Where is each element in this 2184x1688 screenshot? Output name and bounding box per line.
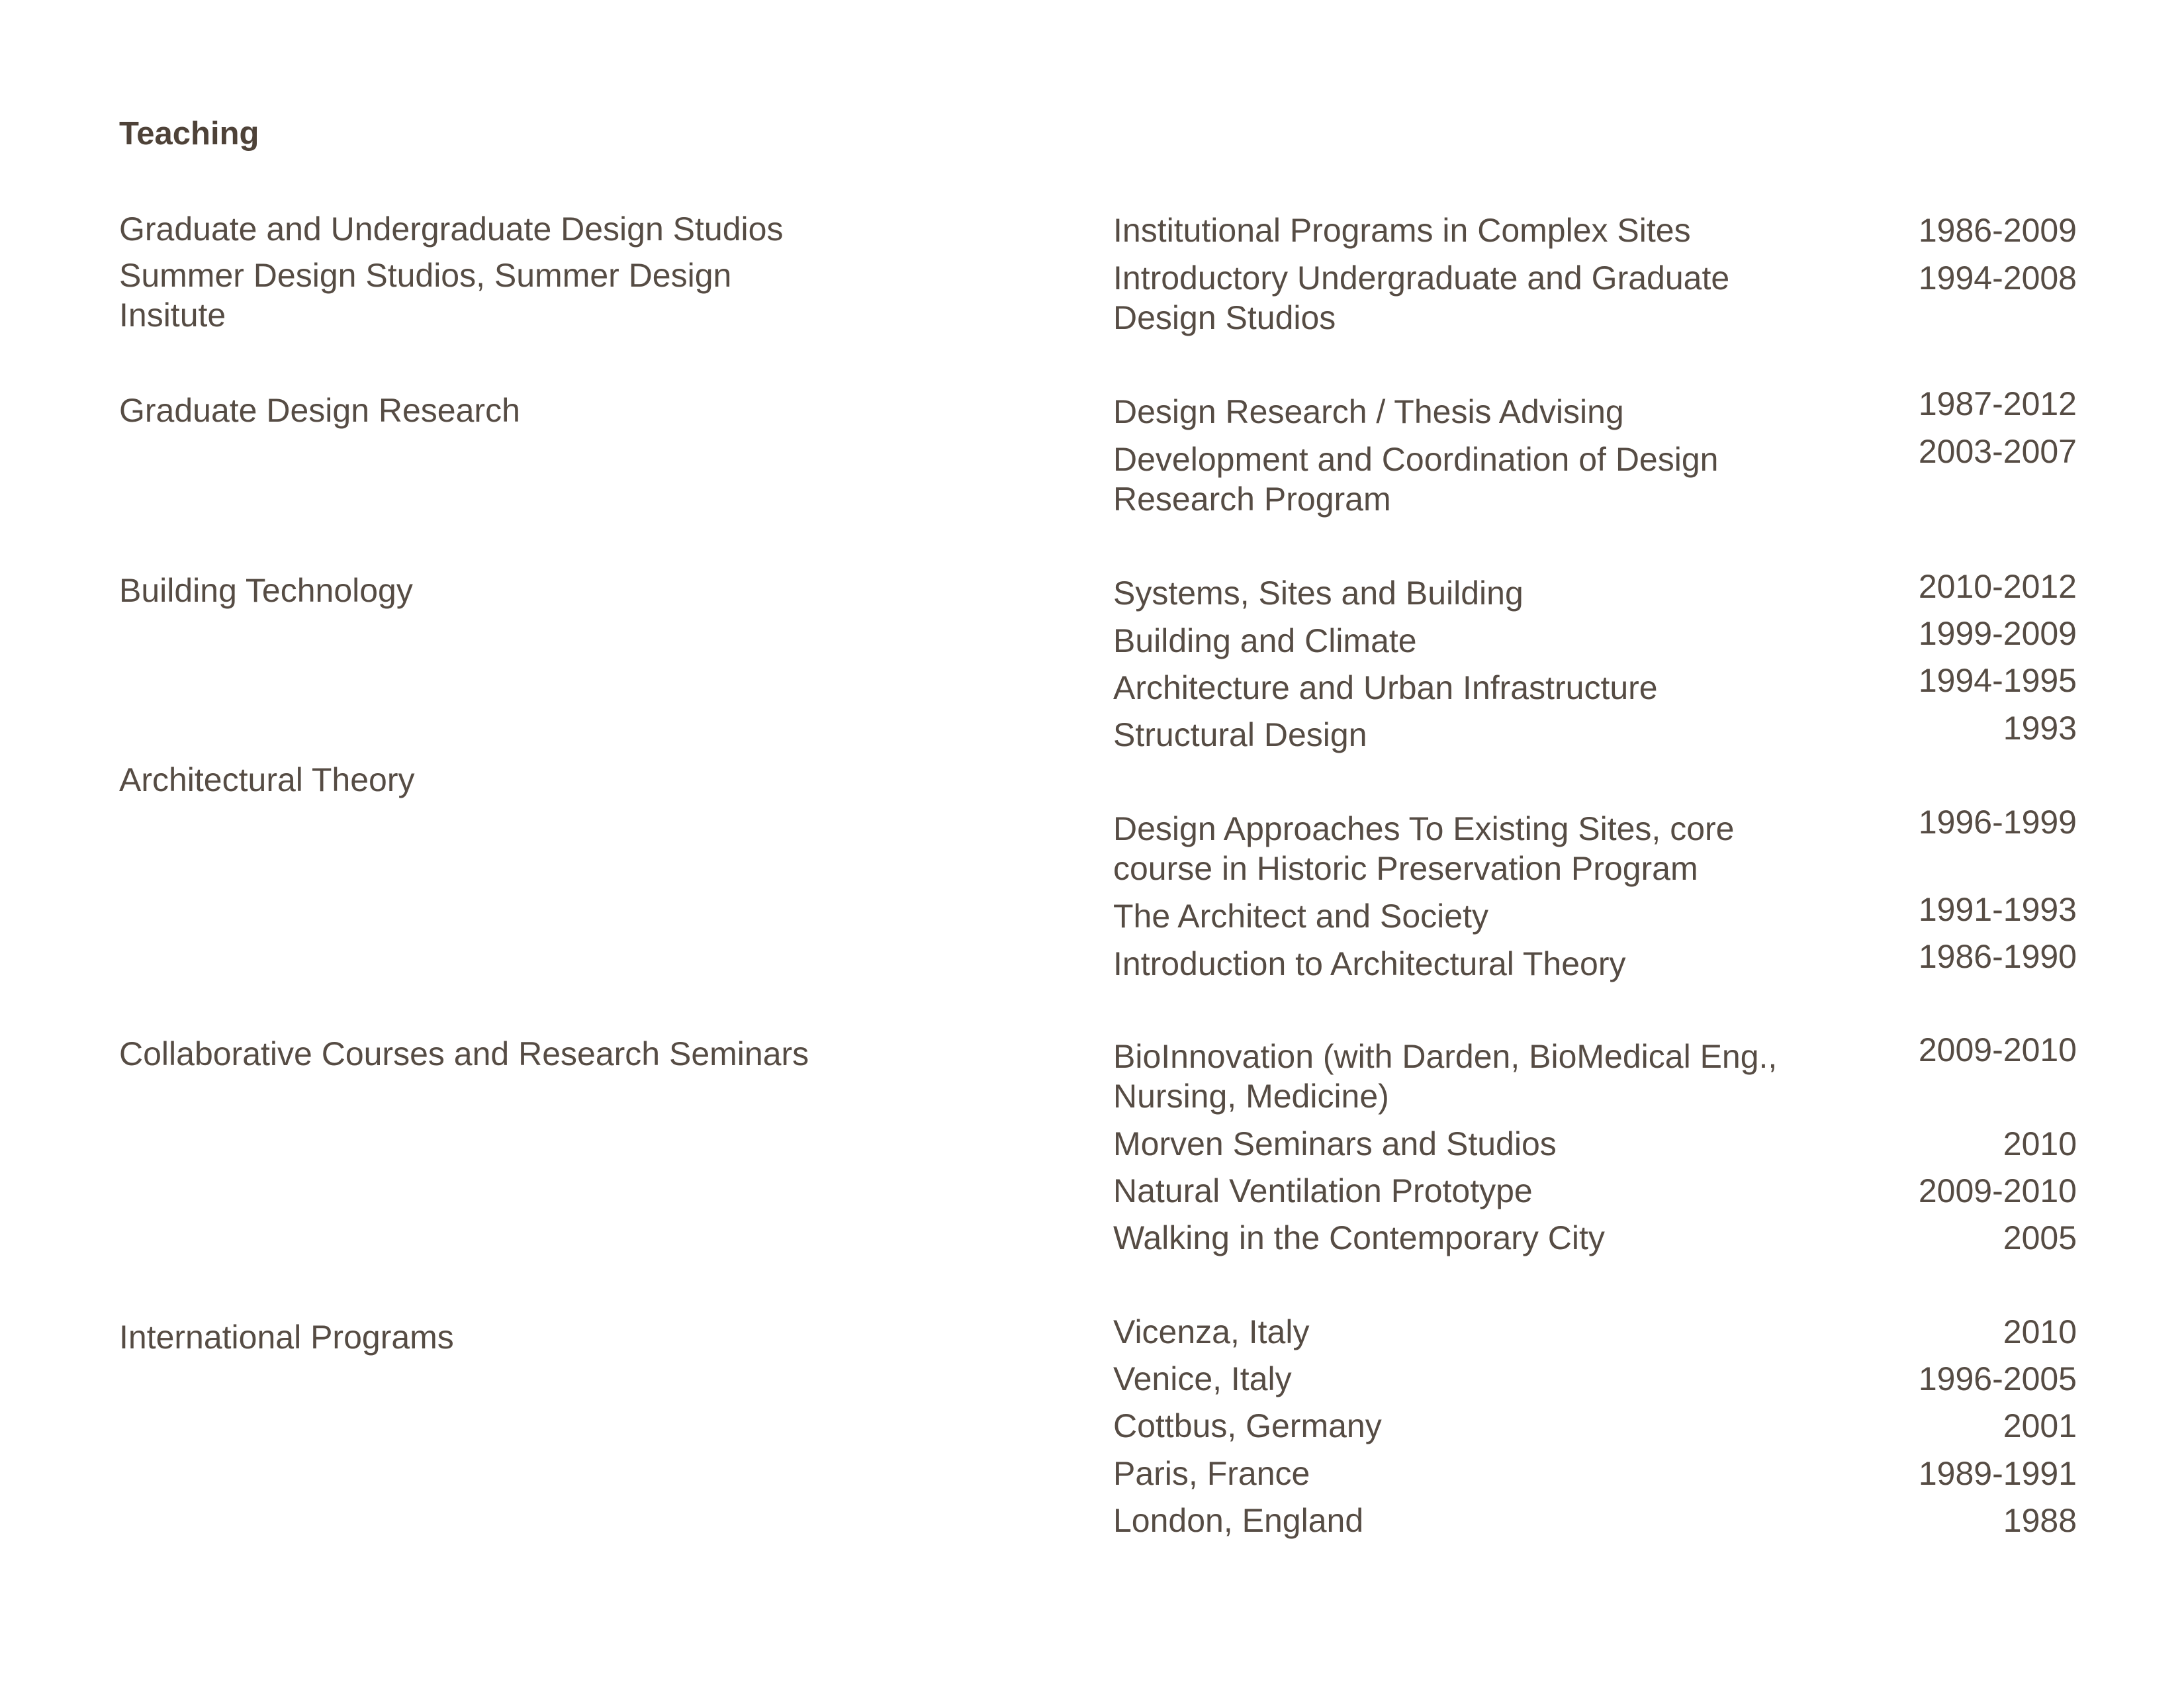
category-design-research: Graduate Design Research (119, 392, 520, 429)
course-item-cont: course in Historic Preservation Program (1113, 850, 1698, 887)
course-years: 2009-2010 (1918, 1031, 2077, 1068)
course-years: 2010 (2003, 1313, 2077, 1350)
course-item: Structural Design (1113, 716, 1367, 753)
category-collaborative-courses: Collaborative Courses and Research Seminars (119, 1035, 809, 1072)
course-years: 2003-2007 (1918, 433, 2077, 470)
course-item: Introductory Undergraduate and Graduate (1113, 259, 1730, 297)
course-years: 1996-2005 (1918, 1360, 2077, 1397)
course-years: 2009-2010 (1918, 1172, 2077, 1209)
course-item: Vicenza, Italy (1113, 1313, 1310, 1350)
course-years: 1996-1999 (1918, 804, 2077, 841)
course-item-cont: Design Studios (1113, 299, 1336, 336)
course-item: Morven Seminars and Studios (1113, 1125, 1557, 1162)
course-years: 1988 (2003, 1502, 2077, 1539)
course-years: 1986-1990 (1918, 938, 2077, 975)
course-item: Introduction to Architectural Theory (1113, 945, 1626, 982)
course-item: Natural Ventilation Prototype (1113, 1172, 1533, 1209)
course-years: 2005 (2003, 1219, 2077, 1256)
course-years: 1993 (2003, 710, 2077, 747)
category-building-technology: Building Technology (119, 572, 413, 609)
category-summer-studios: Summer Design Studios, Summer Design (119, 257, 732, 294)
category-architectural-theory: Architectural Theory (119, 761, 415, 798)
course-item: Walking in the Contemporary City (1113, 1219, 1605, 1256)
course-item: Paris, France (1113, 1455, 1310, 1492)
course-item: Venice, Italy (1113, 1360, 1292, 1397)
course-item: Institutional Programs in Complex Sites (1113, 212, 1691, 249)
course-years: 1994-2008 (1918, 259, 2077, 297)
course-item: Design Research / Thesis Advising (1113, 393, 1624, 430)
course-years: 1999-2009 (1918, 615, 2077, 652)
course-years: 1987-2012 (1918, 385, 2077, 422)
course-years: 1991-1993 (1918, 891, 2077, 928)
course-years: 1994-1995 (1918, 662, 2077, 699)
course-item: Design Approaches To Existing Sites, core (1113, 810, 1735, 847)
course-item: BioInnovation (with Darden, BioMedical Eng., (1113, 1038, 1778, 1075)
section-heading: Teaching (119, 116, 259, 152)
category-summer-studios-cont: Insitute (119, 297, 226, 334)
course-item: Development and Coordination of Design (1113, 441, 1719, 478)
category-international-programs: International Programs (119, 1319, 454, 1356)
course-item: The Architect and Society (1113, 898, 1488, 935)
course-item-cont: Nursing, Medicine) (1113, 1078, 1389, 1115)
course-years: 2010 (2003, 1125, 2077, 1162)
category-design-studios: Graduate and Undergraduate Design Studios (119, 211, 784, 248)
course-years: 1986-2009 (1918, 212, 2077, 249)
course-item: Cottbus, Germany (1113, 1407, 1382, 1444)
course-years: 1989-1991 (1918, 1455, 2077, 1492)
course-years: 2001 (2003, 1407, 2077, 1444)
course-item: Building and Climate (1113, 622, 1417, 659)
course-item: Systems, Sites and Building (1113, 575, 1524, 612)
course-item: London, England (1113, 1502, 1364, 1539)
course-item-cont: Research Program (1113, 481, 1391, 518)
course-years: 2010-2012 (1918, 568, 2077, 605)
course-item: Architecture and Urban Infrastructure (1113, 669, 1658, 706)
